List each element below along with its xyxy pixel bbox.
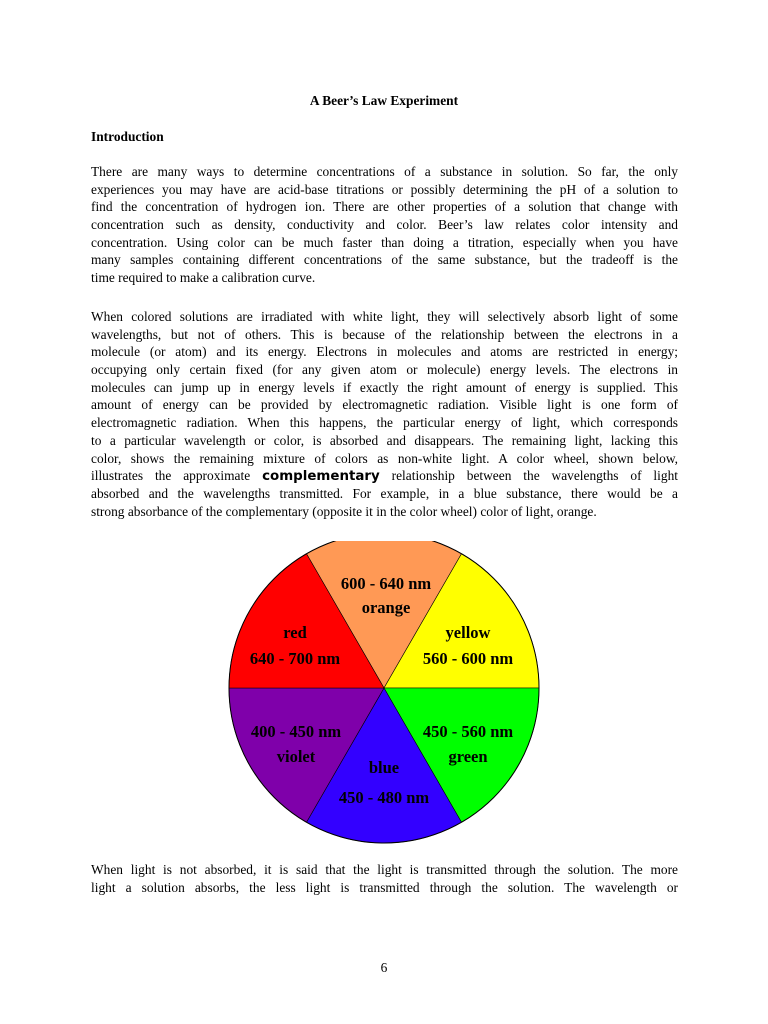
wheel-label-orange-name: orange (361, 598, 411, 617)
paragraph-line: molecules can jump up in energy levels if exactly the right amount of energy is supplied. This (91, 379, 678, 395)
text-run: illustrates the approximate (91, 468, 263, 484)
paragraph-transmission (91, 861, 678, 896)
wheel-label-red-range: 640 - 700 nm (249, 649, 341, 668)
wheel-label-green-name: green (448, 747, 488, 766)
wheel-label-orange-range: 600 - 640 nm (340, 574, 432, 593)
emphasis-complementary: complementary (262, 469, 380, 485)
paragraph-intro (91, 163, 678, 287)
wheel-label-red-name: red (283, 623, 307, 642)
section-heading: Introduction (91, 129, 164, 144)
wheel-label-violet-range: 400 - 450 nm (250, 722, 342, 741)
paragraph-line: When colored solutions are irradiated with white light, they will selectively absorb light of some (91, 309, 678, 324)
paragraph-line: experiences you may have are acid-base titrations or possibly determining the pH of a solution to (91, 181, 678, 197)
paragraph-line: occupying only certain fixed (for any given atom or molecule) energy levels. The electrons in (91, 362, 678, 378)
paragraph-absorption (91, 308, 678, 520)
color-wheel (226, 541, 542, 857)
paragraph-line: concentration. Using color can be much faster than doing a titration, especially when you have (91, 234, 678, 250)
wheel-label-green-range: 450 - 560 nm (422, 722, 514, 741)
wheel-label-violet-name: violet (276, 747, 316, 766)
paragraph-line: When light is not absorbed, it is said that the light is transmitted through the solution. The more (91, 862, 678, 877)
paragraph-line-with-emphasis (91, 467, 678, 485)
paragraph-line: to a particular wavelength or color, is absorbed and disappears. The remaining light, lacking this (91, 432, 678, 448)
paragraph-line: amount of energy can be provided by electromagnetic radiation. Visible light is one form of (91, 397, 678, 413)
paragraph-line: time required to make a calibration curve. (91, 270, 316, 286)
paragraph-line: electromagnetic radiation. When this happens, the particular energy of light, which corresponds (91, 415, 678, 431)
paragraph-line: many samples containing different concentrations of the same substance, but the tradeoff is the (91, 252, 678, 268)
paragraph-line: There are many ways to determine concentrations of a substance in solution. So far, the only (91, 164, 678, 179)
paragraph-line: concentration such as density, conductivity and color. Beer’s law relates color intensity and (91, 217, 678, 233)
document-title: A Beer’s Law Experiment (309, 93, 459, 108)
wheel-label-blue-name: blue (368, 758, 400, 777)
paragraph-line: wavelengths, but not of others. This is because of the relationship between the electrons in a (91, 326, 678, 342)
paragraph-line: molecule (or atom) and its energy. Electrons in molecules and atoms are restricted in energy; (91, 344, 678, 360)
paragraph-line: strong absorbance of the complementary (opposite it in the color wheel) color of light, orange. (91, 503, 597, 519)
paragraph-line: color, shows the remaining mixture of colors as non-white light. A color wheel, shown below, (91, 450, 678, 466)
paragraph-line: light a solution absorbs, the less light is transmitted through the solution. The wavelength or (91, 879, 678, 895)
wheel-label-yellow-name: yellow (445, 623, 491, 642)
text-run: relationship between the wavelengths of light (379, 468, 678, 484)
page-number: 6 (380, 960, 388, 975)
wheel-label-yellow-range: 560 - 600 nm (422, 649, 514, 668)
paragraph-line: find the concentration of hydrogen ion. There are other properties of a solution that change with (91, 199, 678, 215)
paragraph-line: absorbed and the wavelengths transmitted. For example, in a blue substance, there would be a (91, 485, 678, 501)
wheel-label-blue-range: 450 - 480 nm (338, 788, 430, 807)
